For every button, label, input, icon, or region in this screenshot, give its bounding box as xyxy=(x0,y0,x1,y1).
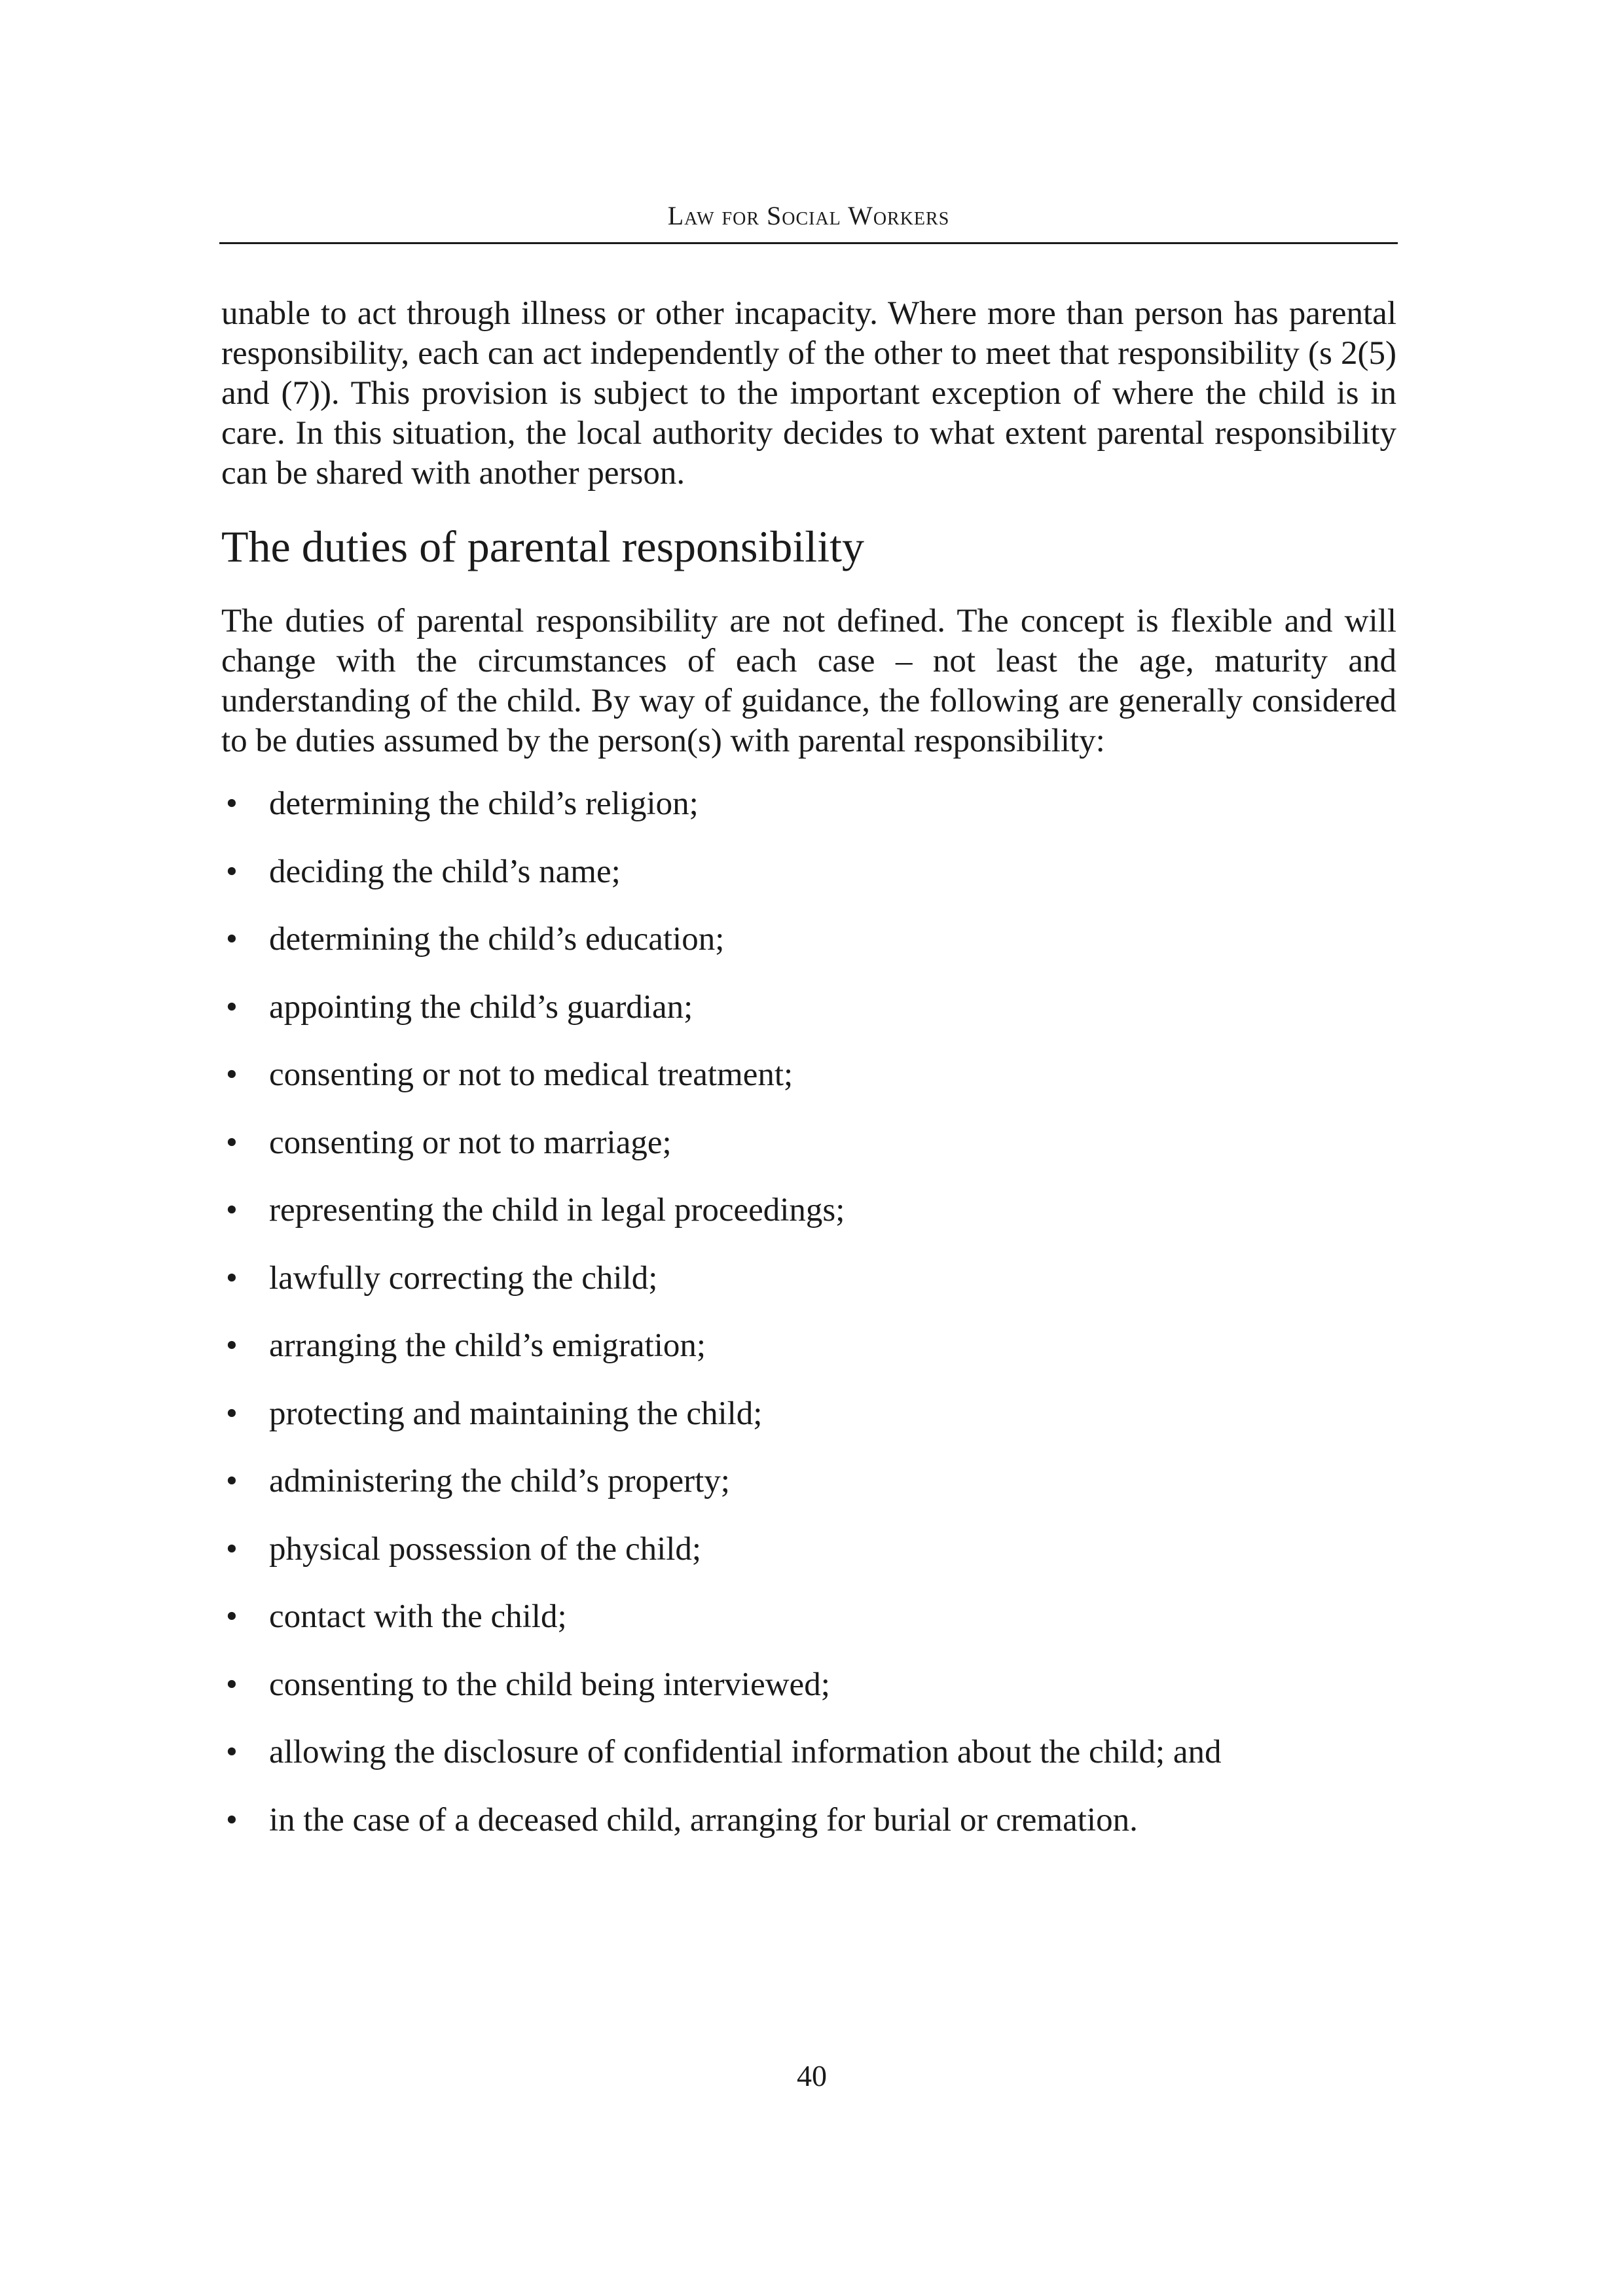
bullet-icon: • xyxy=(226,1734,238,1770)
bullet-icon: • xyxy=(226,1395,238,1432)
section-heading: The duties of parental responsibility xyxy=(221,522,864,571)
list-item xyxy=(221,1665,1396,1733)
bullet-icon: • xyxy=(226,1192,238,1229)
header-rule xyxy=(219,242,1398,244)
bullet-icon: • xyxy=(226,988,238,1026)
list-item-text: representing the child in legal proceedings; xyxy=(269,1192,845,1229)
list-item xyxy=(221,1055,1396,1123)
bullet-icon: • xyxy=(226,1530,238,1568)
list-item xyxy=(221,1394,1396,1462)
bullet-icon: • xyxy=(226,921,238,958)
list-item-text: determining the child’s education; xyxy=(269,921,725,958)
bullet-icon: • xyxy=(226,1259,238,1297)
list-item-text: physical possession of the child; xyxy=(269,1530,702,1568)
list-item xyxy=(221,852,1396,920)
list-item xyxy=(221,1597,1396,1665)
list-item-text: administering the child’s property; xyxy=(269,1463,730,1499)
list-item xyxy=(221,1462,1396,1530)
duties-list xyxy=(221,784,1396,1868)
list-item xyxy=(221,1191,1396,1259)
list-item-text: contact with the child; xyxy=(269,1598,567,1635)
list-item xyxy=(221,1732,1396,1801)
list-item xyxy=(221,1123,1396,1191)
list-item xyxy=(221,920,1396,988)
bullet-icon: • xyxy=(226,853,238,890)
list-item-text: consenting to the child being interviewed; xyxy=(269,1666,830,1703)
intro-paragraph: unable to act through illness or other incapacity. Where more than person has parental responsibility, each can act independently of the other to meet that responsibility (s 2(5) and (7)). This provision is subject to the important exception of where the child is in care. In this situation, the local authority decides to what extent parental responsibility can be shared with another person. xyxy=(221,295,1396,492)
list-item-text: appointing the child’s guardian; xyxy=(269,988,693,1026)
bullet-icon: • xyxy=(226,785,238,822)
bullet-icon: • xyxy=(226,1801,238,1839)
list-item xyxy=(221,1530,1396,1598)
list-item-text: arranging the child’s emigration; xyxy=(269,1327,706,1364)
page-number: 40 xyxy=(797,2059,827,2092)
list-item-text: determining the child’s religion; xyxy=(269,785,699,822)
bullet-icon: • xyxy=(226,1598,238,1635)
list-item-text: consenting or not to marriage; xyxy=(269,1124,672,1161)
list-item xyxy=(221,1259,1396,1327)
list-item-text: in the case of a deceased child, arranging for burial or cremation. xyxy=(269,1801,1138,1839)
list-item xyxy=(221,1326,1396,1394)
section-paragraph: The duties of parental responsibility are not defined. The concept is flexible and will change with the circumstances of each case – not least the age, maturity and understanding of the child. By way of guidance, the following are generally considered to be duties assumed by the person(s) with parental responsibility: xyxy=(221,603,1396,759)
bullet-icon: • xyxy=(226,1327,238,1364)
bullet-icon: • xyxy=(226,1124,238,1161)
running-header: Law for Social Workers xyxy=(667,201,950,230)
bullet-icon: • xyxy=(226,1666,238,1703)
list-item-text: protecting and maintaining the child; xyxy=(269,1395,763,1432)
list-item-text: deciding the child’s name; xyxy=(269,853,621,890)
list-item-text: consenting or not to medical treatment; xyxy=(269,1056,793,1093)
bullet-icon: • xyxy=(226,1463,238,1499)
list-item xyxy=(221,988,1396,1056)
bullet-icon: • xyxy=(226,1056,238,1093)
list-item-text: lawfully correcting the child; xyxy=(269,1259,658,1297)
list-item xyxy=(221,784,1396,852)
list-item xyxy=(221,1801,1396,1869)
list-item-text: allowing the disclosure of confidential information about the child; and xyxy=(269,1734,1222,1770)
